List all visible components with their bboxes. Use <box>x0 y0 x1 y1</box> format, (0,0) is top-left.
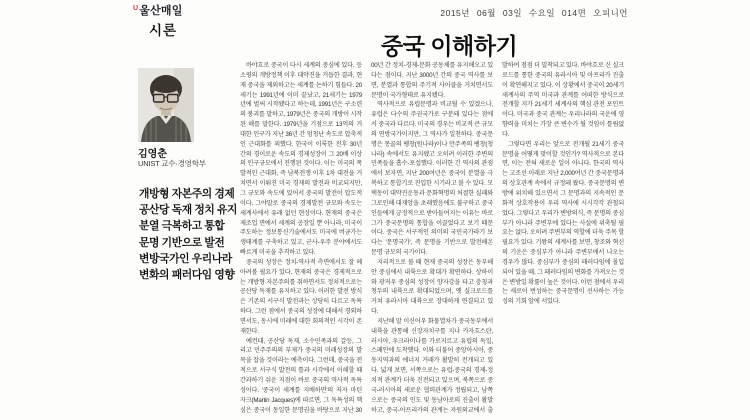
newspaper-logo <box>133 2 183 18</box>
logo-text: 울산매일 <box>139 5 183 17</box>
article-title: 중국 이해하기 <box>381 33 518 59</box>
author-affiliation: UNIST 교수·경영학부 <box>138 159 206 168</box>
section-label: 시론 <box>149 23 178 38</box>
summary-line: 개방형 자본주의 경제 <box>139 188 235 200</box>
author-portrait-illustration <box>138 68 194 142</box>
author-photo <box>138 68 194 142</box>
body-paragraph: 역사적으로 유럽문명과 비교될 수 있겠으나, 유럽은 다수의 주권국가로 구분돼 있다는 점에서 중국과 다르다. 미국의 경우는 비교적 큰 규모의 연방국가이지만, 그 역사가 일천하다. 중국문명은 몽골의 팽창(원나라)이나 만주족의 팽창(청나라) 속에서도 유지됐고 오히려 이러한 주변의 민족들을 흡수-포섭했다. 이러한 긴 역사의 관점에서 보자면, 지난 200여년은 중국이 분열을 극복하고 통합기로 진입한 시기라고 볼 수 있다. 모택동이 대약진운동과 문화혁명의 처절한 실패와 그로인해 대재앙을 초래했음에도 불구하고 중국인들에게 긍정적으로 받아들여지는 이유는 바로 그가 중국문명의 통합을 이끌었다고 보기 때문이다. 중국은 서구적인 의미의 국민국가라기 보다는 '문명국가', 즉 문명을 기반으로 발전해온 문명 규모의 국가이다. <box>371 101 493 257</box>
logo-mark-icon: U <box>133 5 139 12</box>
summary-line: 분열 극복하고 통합 <box>139 220 225 233</box>
article-body <box>240 61 624 419</box>
body-paragraph: 그렇다면 우리는 앞으로 전개될 21세기 중국문명을 어떻게 맞이할 것인가? 역사적으로 본다면, 이는 전혀 새로운 일이 아니다. 한국의 역사는 고조선 이래로 지난 2,000여년 간 중국문명과의 상호관계 속에서 규정돼 왔다. 중국문명의 변방에 위치해 있으면서 그 문명과의 지속적인 문화적 상호작용이 우리 역사에 시시각각 관철되었다. 그렇다고 우리가 변방의식, 즉 문명의 중심부가 아니라 주변부에 있다는 사실에 위축될 필요는 없다. 오히려 주변부의 역할에 더욱 주목 할 필요가 있다. 기왕의 세계사를 보면, 창조와 혁신의 기운은 중심부가 아니라 주변부에서 나오는 경우가 많다. 중심부가 중심의 패러다임에 몰입되어 있을 때, 그 패러다임의 변화를 가져오는 것은 변방일 확률이 높은 것이다. 이런 점에서 우리는 새로이 번성하는 중국문명이 선사하는 가능성의 기회 앞에 서있다. <box>502 140 624 306</box>
body-paragraph: 지리적으로 볼 때 현재 중국의 성장은 동부해안 중심에서 내륙으로 확대가 확연하다. 상하이와 광저우 중심의 성장이 양자강을 타고 충칭과 청두의 내륙으로 확대되었으며, 옛 실크로드를 거쳐 유라시아 대륙으로 장대하게 연결되고 있다. <box>371 258 493 316</box>
body-paragraph: 중국의 성장은 정치-역사적 측면에서도 잘 헤아려볼 필요가 있다. 현재의 중국은 경제적으로는 개방형 자본주의를 취하면서도 정치적으로는 공산당 독재를 유지하고 있다. 이러한 발전 방식은 기존의 서구식 발전과는 상당히 다르고 독특하다. 그런 점에서 중국의 성장에 대해서 경외하면서도, 동시에 미래에 대한 회의적인 시각이 존재한다. <box>240 258 362 335</box>
body-paragraph: 지난해 말 이신어우 화물열차가 중국동부에서 내륙을 관통해 신장자치구를 지나 카자흐스탄, 러시아, 우크라이나를 가로지르고 유럽의 독일, 스페인에 도착했다. 이와 더불어 중앙아시아, 중동지역과의 에너지 거래가 활발히 전개되고 있다. 넓게 보면, 서쪽으로는 유럽-중국의 경제-정치적 관계가 더욱 진전되고 있으며, 북쪽으로 중국-러시아의 새로운 협력관계가 정립되고, 남쪽으로는 중국의 인도 및 동남아로의 진출이 활발하고, 중국-아프리카의 관계는 자원외교에서 출발하여 점점 더 밀착되고 있다. 바야흐로 신 실크로드를 통한 중국의 유라시아 및 아프리카 진출이 확연해지고 있다. 이 상황에서 중국이 20세기 세계사의 주역 미국과 관계를 어떠한 방식으로 전개할 지가 21세기 세계사의 핵심 관전 포인트이다. 미국과 중국 관계는 우리나라의 국운에 영향력을 미치는 가장 큰 변수가 될 것임이 틀림없다. <box>371 62 624 414</box>
summary-line: 변방국가인 우리나라 <box>139 252 232 265</box>
author-name: 김영춘 <box>138 149 167 160</box>
dateline: 2015년 06월 03일 수요일 014면 오피니언 <box>440 8 628 18</box>
body-paragraph: 예컨대, 공산당 독재, 소수민족과의 갈등, 그리고 민주주의의 부재가 중국의 미래성장의 발목을 잡을 것이라는 예측이다. 그런데, 중국을 전적으로 서구식 발전의 틀과 시각에서 이해할 때 간과하기 쉬운 지점이 바로 중국의 역사적 독특성이다. '중국이 세계를 지배하면'의 저자 마틴 자크(Martin Jacques)에 따르면, 그 독특성의 핵심은 중국이 동일한 문명권을 바탕으로 지난 3000년 간 정치-경제-문화 공동체를 유지해오고 있다는 점이다. 지난 3000년 간의 중국 역사를 보면, 분열과 통합의 주기적 사이클을 거치면서도 문명이 국가형태로 유지됐다. <box>240 62 493 414</box>
summary-block <box>139 186 249 283</box>
body-paragraph: 바야흐로 중국이 다시 세계의 중심에 있다. 등소평의 개방정책 이후 대약진을 거듭한 결과, 현재 중국을 제외하고는 세계를 논하기 힘들다. 20세기는 1991년에 이미 끝났고, 21세기는 1979년에 벌써 시작됐다고 하는데, 1991년은 구소련의 붕괴를 말하고, 1979년은 중국의 개방이 시작된 해를 말한다. 1979년을 기점으로 13억의 거대한 인구가 지난 36년 간 엄청난 속도로 압축적인 근대화를 꾀했다. 한국이 이룩한 전후 30년 간의 경이로운 속도의 경제성장이 그 20배 이상의 인구규모에서 진행된 것이다. 이는 미국의 폭발적인 근대화, 즉 남북전쟁 이후 1차 대전을 거치면서 이뤄진 미국 경제의 발전과 비교되지만, 그 규모와 속도에 있어서 중국의 발전이 압도적이다. 그야말로 중국의 경제발전 규모와 속도는 세계사에서 유래 없던 현상이다. 현재의 중국은 제조업 면에서 세계의 공장일 뿐 아니라, 미국이 주도하는 정보통신기술에서도 미국에 버금가는 생태계를 구축하고 있고, 군사-우주 분야에서도 빠르게 미국을 추격하고 있다. <box>240 62 362 257</box>
summary-line: 문명 기반으로 발전 <box>139 236 225 249</box>
summary-line: 변화의 패러다임 영향 <box>139 269 235 282</box>
summary-line: 공산당 독재 정치 유지 <box>139 204 238 217</box>
